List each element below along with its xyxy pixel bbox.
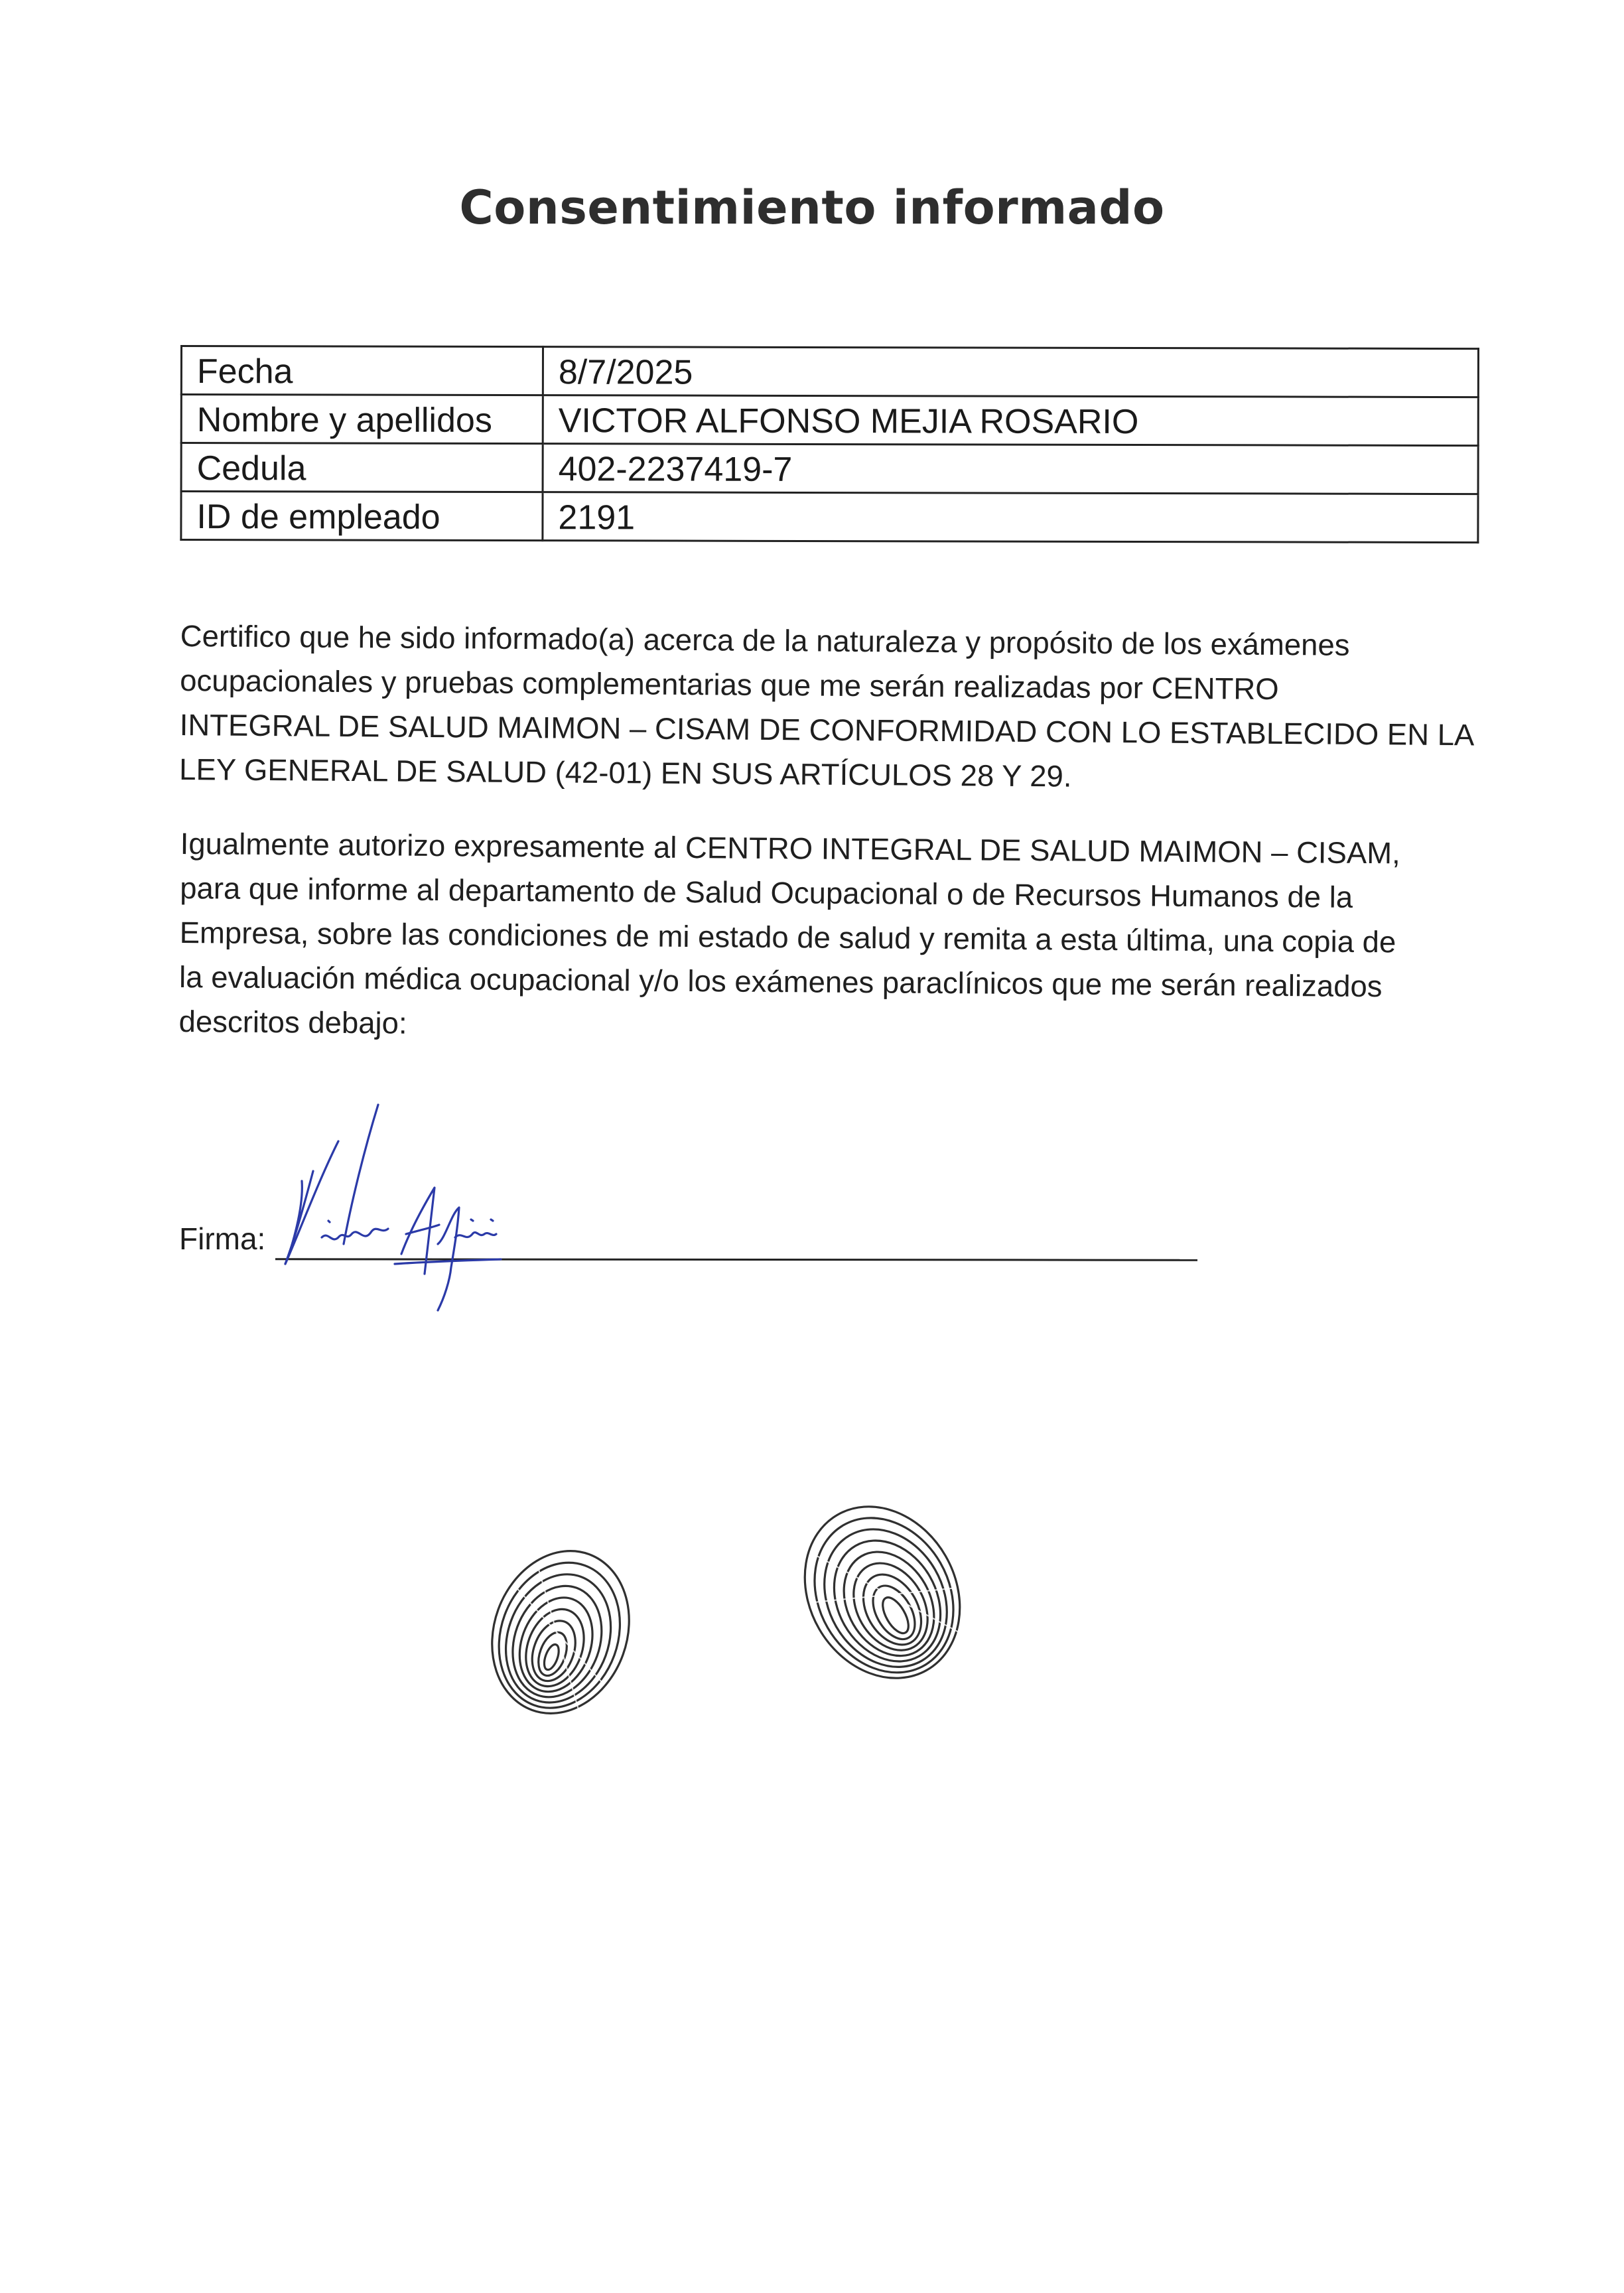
document-title: Consentimiento informado	[459, 180, 1165, 235]
table-value-id-empleado: 2191	[543, 492, 1478, 543]
consent-paragraph-1	[179, 614, 1481, 801]
table-row	[181, 443, 1478, 494]
paragraph-line: Empresa, sobre las condiciones de mi estado de salud y remita a esta última, una copia de	[179, 915, 1396, 959]
table-row	[181, 492, 1478, 543]
table-row	[181, 346, 1478, 397]
consent-paragraph-2	[178, 821, 1481, 1054]
paragraph-line: descritos debajo:	[178, 1004, 407, 1040]
table-label-nombre: Nombre y apellidos	[181, 395, 543, 444]
paragraph-line: LEY GENERAL DE SALUD (42-01) EN SUS ARTÍCULOS 28 Y 29.	[178, 752, 1072, 794]
paragraph-line: para que informe al departamento de Salud Ocupacional o de Recursos Humanos de la	[180, 870, 1353, 914]
paragraph-line: Igualmente autorizo expresamente al CENTRO INTEGRAL DE SALUD MAIMON – CISAM,	[180, 826, 1401, 870]
table-row	[181, 395, 1478, 446]
table-label-cedula: Cedula	[181, 443, 543, 492]
table-label-fecha: Fecha	[181, 346, 543, 395]
paragraph-line: Certifico que he sido informado(a) acerca de la naturaleza y propósito de los exámenes	[180, 618, 1350, 662]
table-value-cedula: 402-2237419-7	[543, 444, 1478, 494]
fingerprint-icon	[478, 1533, 643, 1732]
paragraph-line: la evaluación médica ocupacional y/o los exámenes paraclínicos que me serán realizados	[178, 959, 1383, 1004]
handwritten-signature	[265, 1101, 504, 1320]
table-value-fecha: 8/7/2025	[543, 347, 1478, 397]
paragraph-line: INTEGRAL DE SALUD MAIMON – CISAM DE CONFORMIDAD CON LO ESTABLECIDO EN LA	[179, 707, 1475, 752]
fingerprint-icon	[783, 1486, 982, 1699]
signature-label: Firma:	[179, 1221, 266, 1256]
employee-info-table	[180, 345, 1479, 543]
table-value-nombre: VICTOR ALFONSO MEJIA ROSARIO	[543, 395, 1478, 446]
paragraph-line: ocupacionales y pruebas complementarias que me serán realizadas por CENTRO	[180, 663, 1279, 707]
table-label-id-empleado: ID de empleado	[181, 492, 543, 541]
